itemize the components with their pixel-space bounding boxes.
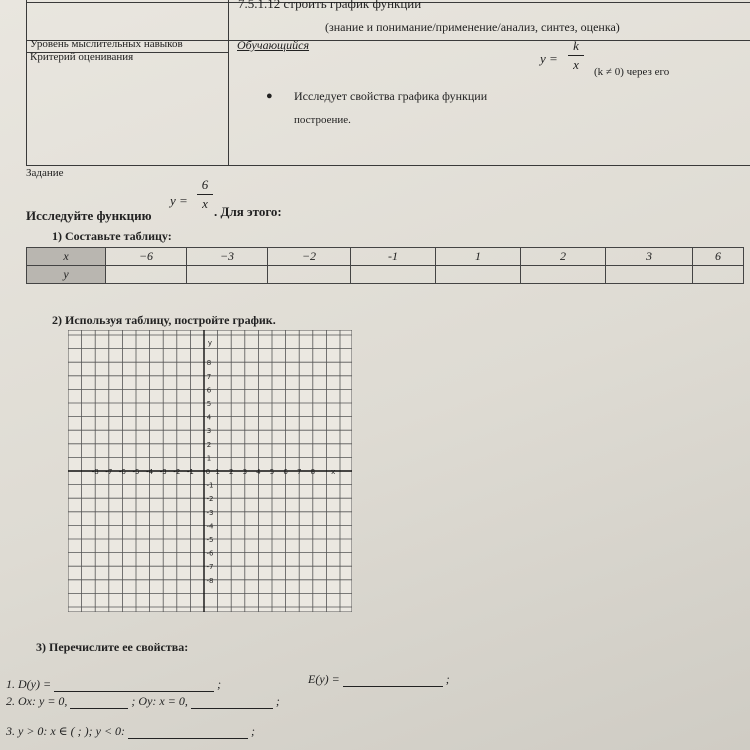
header-formula-fraction (568, 38, 584, 73)
task-formula-den: x (202, 196, 208, 211)
domain-answer[interactable] (54, 679, 214, 692)
criterion-label: Критерий оценивания (30, 51, 134, 63)
step-1: 1) Составьте таблицу: (52, 229, 172, 243)
row-x-label: x (27, 248, 106, 266)
x-tick-label: -1 (186, 468, 194, 476)
x-tick-label: 7 (296, 468, 302, 476)
x-value-8: 6 (693, 248, 744, 266)
x-value-1: −6 (106, 248, 187, 266)
task-formula-num: 6 (201, 177, 209, 192)
header-vertical-mid (228, 0, 229, 165)
criterion-text: Исследует свойства графика функции (294, 89, 488, 103)
x-tick-label: 8 (310, 468, 316, 476)
y-tick-label: 5 (206, 400, 212, 408)
level-label: Уровень мыслительных навыков (30, 38, 183, 50)
y-cell[interactable] (187, 266, 268, 284)
task-intro: Исследуйте функцию (26, 208, 152, 223)
x-tick-label: 6 (283, 468, 288, 476)
ox-answer[interactable] (70, 696, 128, 709)
task-label: Задание (26, 167, 64, 179)
y-tick-label: 2 (206, 440, 212, 449)
x-axis-label: x (331, 468, 336, 476)
oy-answer[interactable] (191, 696, 273, 709)
y-tick-label: -6 (206, 549, 214, 558)
x-tick-label: -8 (91, 468, 99, 476)
step-2: 2) Используя таблицу, постройте график. (52, 313, 276, 327)
y-cell[interactable] (106, 266, 187, 284)
prop-1: 1. D(y) = ; (6, 677, 222, 691)
header-formula-lhs: y = (540, 51, 558, 66)
header-formula-den: x (573, 57, 579, 72)
y-tick-label: 4 (206, 413, 212, 422)
x-value-7: 3 (606, 248, 693, 266)
y-axis-label: y (207, 338, 213, 347)
x-tick-label: -3 (159, 468, 167, 476)
values-table (26, 247, 744, 284)
range-answer[interactable] (343, 674, 443, 687)
prop-3: 3. y > 0: x ∈ ( ; ); y < 0: ; (6, 724, 256, 738)
step-3: 3) Перечислите ее свойства: (36, 640, 189, 654)
coordinate-grid[interactable] (68, 330, 352, 612)
prop-1-range: E(y) = ; (308, 672, 450, 686)
y-tick-label: -4 (206, 522, 214, 531)
y-tick-label: -2 (206, 495, 214, 504)
y-cell[interactable] (351, 266, 436, 284)
y-tick-label: -8 (206, 576, 214, 585)
x-tick-label: -5 (132, 468, 140, 476)
x-tick-label: -2 (173, 468, 181, 476)
y-tick-label: 8 (206, 359, 212, 368)
header-formula-condition: (k ≠ 0) через его (594, 66, 670, 78)
y-tick-label: 3 (206, 427, 212, 436)
header-vertical-left (26, 0, 27, 165)
bullet-icon: ● (266, 90, 273, 102)
header-bottom-border (26, 165, 750, 166)
x-tick-label: 4 (256, 468, 261, 476)
y-tick-label: 7 (206, 372, 212, 381)
origin-label: 0 (205, 468, 211, 476)
x-value-2: −3 (187, 248, 268, 266)
negative-answer[interactable] (128, 726, 248, 739)
x-tick-label: -6 (118, 468, 126, 476)
y-cell[interactable] (268, 266, 351, 284)
student-label: Обучающийся (237, 38, 310, 52)
task-formula-lhs: y = (170, 193, 188, 208)
y-cell[interactable] (693, 266, 744, 284)
criterion-text-2: построение. (294, 114, 351, 126)
x-tick-label: 5 (269, 468, 275, 476)
x-tick-label: 2 (228, 468, 234, 476)
prop-2: 2. Ox: y = 0, ; Oy: x = 0, ; (6, 694, 280, 708)
header-top-line: 7.5.1.12 строить график функции (238, 0, 422, 11)
y-cell[interactable] (521, 266, 606, 284)
y-tick-label: -7 (206, 563, 214, 572)
x-tick-label: 1 (215, 468, 220, 476)
y-cell[interactable] (436, 266, 521, 284)
x-value-5: 1 (436, 248, 521, 266)
x-value-3: −2 (268, 248, 351, 266)
task-intro-after: . Для этого: (214, 204, 282, 219)
skills-levels: (знание и понимание/применение/анализ, синтез, оценка) (325, 20, 620, 34)
header-formula-num: k (573, 38, 579, 53)
y-tick-label: -1 (206, 481, 214, 490)
y-tick-label: 6 (206, 386, 212, 395)
y-tick-label: 1 (206, 454, 212, 463)
x-value-4: -1 (351, 248, 436, 266)
x-value-6: 2 (521, 248, 606, 266)
y-tick-label: -3 (206, 508, 214, 517)
x-tick-label: -7 (105, 468, 113, 476)
task-formula-fraction (197, 177, 213, 212)
x-tick-label: 3 (242, 468, 248, 476)
row-y-label: y (27, 266, 106, 284)
y-tick-label: -5 (206, 536, 214, 544)
y-cell[interactable] (606, 266, 693, 284)
x-tick-label: -4 (146, 468, 154, 476)
